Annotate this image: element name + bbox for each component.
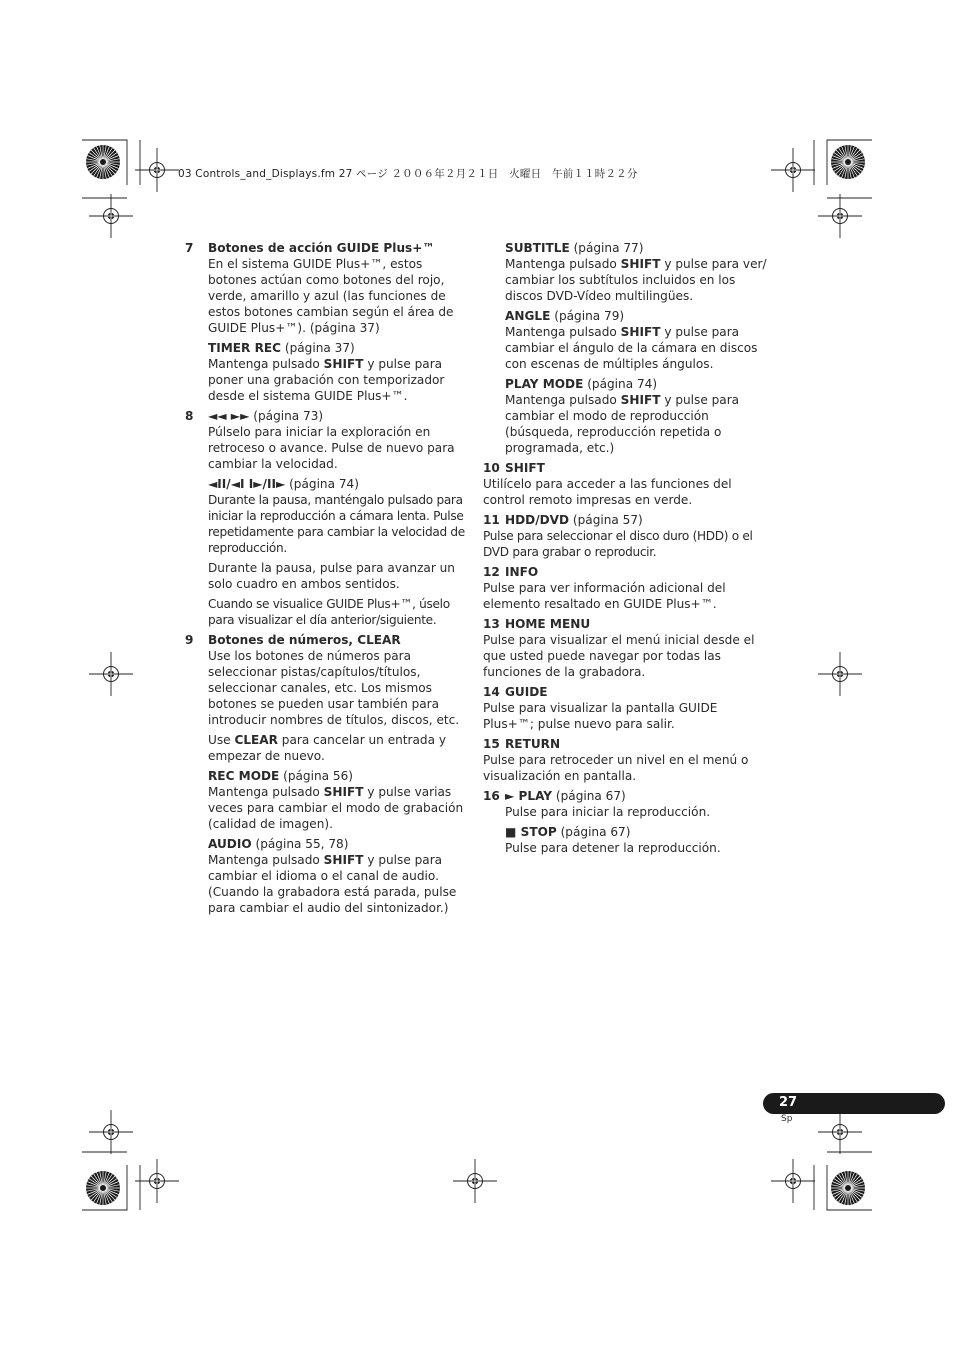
item-12-info bbox=[483, 564, 768, 612]
page-reference: (página 74) bbox=[583, 377, 658, 391]
audio-body bbox=[208, 852, 470, 916]
item-title: SHIFT bbox=[505, 461, 545, 475]
text: y pulse varias veces para cambiar el modo de grabación (calidad de imagen). bbox=[208, 785, 464, 831]
item-8-scan-buttons bbox=[185, 408, 470, 628]
text: Mantenga pulsado bbox=[208, 357, 324, 371]
subtitle-heading-row bbox=[505, 240, 768, 256]
item-body: Pulse para seleccionar el disco duro (HDD) o el DVD para grabar o reproducir. bbox=[483, 529, 753, 559]
angle-heading-row bbox=[505, 308, 768, 324]
item-number: 13 bbox=[483, 617, 500, 631]
item-number: 8 bbox=[185, 409, 194, 423]
page-reference: (página 55, 78) bbox=[251, 837, 349, 851]
slow-section bbox=[208, 476, 470, 556]
item-body: Pulse para visualizar la pantalla GUIDE Plus+™; pulse nuevo para salir. bbox=[483, 701, 718, 731]
stop-heading: ■ STOP bbox=[505, 825, 557, 839]
play-heading-row bbox=[505, 788, 768, 804]
page-reference: (página 74) bbox=[285, 477, 359, 491]
item-body: Utilícelo para acceder a las funciones del control remoto impresas en verde. bbox=[483, 477, 732, 507]
key-name: SHIFT bbox=[323, 357, 364, 371]
item-title: INFO bbox=[505, 565, 539, 579]
item-heading-row bbox=[483, 684, 768, 700]
scan-symbols: ◄◄ ►► bbox=[208, 409, 250, 423]
item-10-shift bbox=[483, 460, 768, 508]
angle-heading: ANGLE bbox=[505, 309, 551, 323]
subtitle-body bbox=[505, 256, 768, 304]
audio-heading: AUDIO bbox=[208, 837, 252, 851]
timer-rec-heading: TIMER REC bbox=[208, 341, 282, 355]
page-reference: (página 37) bbox=[281, 341, 355, 355]
item-body: Pulse para retroceder un nivel en el menú o visualización en pantalla. bbox=[483, 753, 749, 783]
play-mode-section bbox=[483, 376, 768, 456]
audio-section bbox=[208, 836, 470, 916]
stop-section bbox=[505, 824, 768, 856]
timer-rec-section bbox=[208, 340, 470, 404]
page-number: 27 bbox=[779, 1095, 798, 1110]
angle-section bbox=[483, 308, 768, 372]
language-label: Sp bbox=[781, 1114, 793, 1124]
text: Mantenga pulsado bbox=[505, 393, 621, 407]
item-16-play-stop bbox=[483, 788, 768, 856]
item-heading-row bbox=[483, 460, 768, 476]
item-number: 12 bbox=[483, 565, 500, 579]
item-7-guide-buttons bbox=[185, 240, 470, 404]
item-number: 16 bbox=[483, 789, 500, 803]
item-title: HDD/DVD bbox=[505, 513, 570, 527]
page-reference: (página 73) bbox=[249, 409, 324, 423]
page-reference: (página 56) bbox=[279, 769, 353, 783]
item-15-return bbox=[483, 736, 768, 784]
subtitle-heading: SUBTITLE bbox=[505, 241, 570, 255]
item-body: En el sistema GUIDE Plus+™, estos botones actúan como botones del rojo, verde, amarillo y azul (las funciones de estos botones cambian según el área de GUIDE Plus+™). (página 37) bbox=[208, 257, 454, 335]
key-name: SHIFT bbox=[620, 257, 661, 271]
item-body: Pulse para ver información adicional del elemento resaltado en GUIDE Plus+™. bbox=[483, 581, 726, 611]
item-13-home-menu bbox=[483, 616, 768, 680]
text: y pulse para poner una grabación con temporizador desde el sistema GUIDE Plus+™. bbox=[208, 357, 445, 403]
text: y pulse para ver/ cambiar los subtítulos incluidos en los discos DVD-Vídeo multilingües. bbox=[505, 257, 767, 303]
item-heading-row bbox=[483, 616, 768, 632]
text: Mantenga pulsado bbox=[505, 325, 621, 339]
rec-mode-section bbox=[208, 768, 470, 832]
guide-day-body: Cuando se visualice GUIDE Plus+™, úselo para visualizar el día anterior/siguiente. bbox=[208, 597, 450, 627]
item-11-hdd-dvd bbox=[483, 512, 768, 560]
item-body: Pulse para visualizar el menú inicial desde el que usted puede navegar por todas las funciones de la grabadora. bbox=[483, 633, 755, 679]
text: Use bbox=[208, 733, 235, 747]
text: y pulse para cambiar el ángulo de la cámara en discos con escenas de múltiples ángulos. bbox=[505, 325, 758, 371]
item-number: 14 bbox=[483, 685, 500, 699]
rec-mode-heading: REC MODE bbox=[208, 769, 280, 783]
play-heading: ► PLAY bbox=[505, 789, 553, 803]
stop-body: Pulse para detener la reproducción. bbox=[505, 841, 721, 855]
scan-heading bbox=[208, 409, 323, 423]
page-reference: (página 79) bbox=[550, 309, 625, 323]
item-title: HOME MENU bbox=[505, 617, 591, 631]
item-body: Use los botones de números para seleccionar pistas/capítulos/títulos, seleccionar canales, etc. Los mismos botones se pueden usar también para introducir nombres de títulos, discos, etc. bbox=[208, 649, 460, 727]
key-name: SHIFT bbox=[323, 853, 364, 867]
key-name: SHIFT bbox=[620, 325, 661, 339]
left-column bbox=[185, 240, 470, 920]
right-column bbox=[483, 240, 768, 860]
text: Mantenga pulsado bbox=[208, 785, 324, 799]
key-name: CLEAR bbox=[234, 733, 278, 747]
subtitle-section bbox=[483, 240, 768, 304]
item-number: 9 bbox=[185, 633, 194, 647]
play-body: Pulse para iniciar la reproducción. bbox=[505, 805, 711, 819]
text: y pulse para cambiar el modo de reproducción (búsqueda, reproducción repetida o programada, etc.) bbox=[505, 393, 740, 455]
item-number: 7 bbox=[185, 241, 194, 255]
text: Mantenga pulsado bbox=[208, 853, 324, 867]
scan-body: Púlselo para iniciar la exploración en retroceso o avance. Pulse de nuevo para cambiar la velocidad. bbox=[208, 425, 455, 471]
item-number: 10 bbox=[483, 461, 500, 475]
rec-mode-body bbox=[208, 784, 470, 832]
key-name: SHIFT bbox=[323, 785, 364, 799]
page-reference: (página 67) bbox=[552, 789, 626, 803]
file-header: 03 Controls_and_Displays.fm 27 ページ ２００６年２月２１日 火曜日 午前１１時２２分 bbox=[178, 168, 638, 180]
item-heading-row bbox=[483, 736, 768, 752]
clear-body bbox=[208, 732, 470, 764]
timer-rec-body bbox=[208, 356, 470, 404]
text: y pulse para cambiar el idioma o el canal de audio. (Cuando la grabadora está parada, pulse para cambiar el audio del sintonizador.) bbox=[208, 853, 457, 915]
page-reference: (página 67) bbox=[556, 825, 631, 839]
item-number: 11 bbox=[483, 513, 500, 527]
item-number: 15 bbox=[483, 737, 500, 751]
item-title: Botones de acción GUIDE Plus+™ bbox=[208, 241, 435, 255]
slow-symbols: ◄II/◄I I►/II► bbox=[208, 477, 286, 491]
page-reference: (página 77) bbox=[569, 241, 644, 255]
play-mode-heading: PLAY MODE bbox=[505, 377, 584, 391]
frame-advance-body: Durante la pausa, pulse para avanzar un solo cuadro en ambos sentidos. bbox=[208, 561, 455, 591]
angle-body bbox=[505, 324, 768, 372]
slow-body: Durante la pausa, manténgalo pulsado para iniciar la reproducción a cámara lenta. Pulse repetidamente para cambiar la velocidad de reproducción. bbox=[208, 493, 465, 555]
page-reference: (página 57) bbox=[569, 513, 643, 527]
item-title: RETURN bbox=[505, 737, 561, 751]
play-mode-body bbox=[505, 392, 768, 456]
item-heading-row bbox=[483, 564, 768, 580]
play-mode-heading-row bbox=[505, 376, 768, 392]
item-title: Botones de números, CLEAR bbox=[208, 633, 401, 647]
item-9-number-buttons bbox=[185, 632, 470, 916]
text: para cancelar un entrada y empezar de nuevo. bbox=[208, 733, 447, 763]
text: Mantenga pulsado bbox=[505, 257, 621, 271]
item-heading-row bbox=[483, 512, 768, 528]
key-name: SHIFT bbox=[620, 393, 661, 407]
item-title: GUIDE bbox=[505, 685, 548, 699]
item-14-guide bbox=[483, 684, 768, 732]
